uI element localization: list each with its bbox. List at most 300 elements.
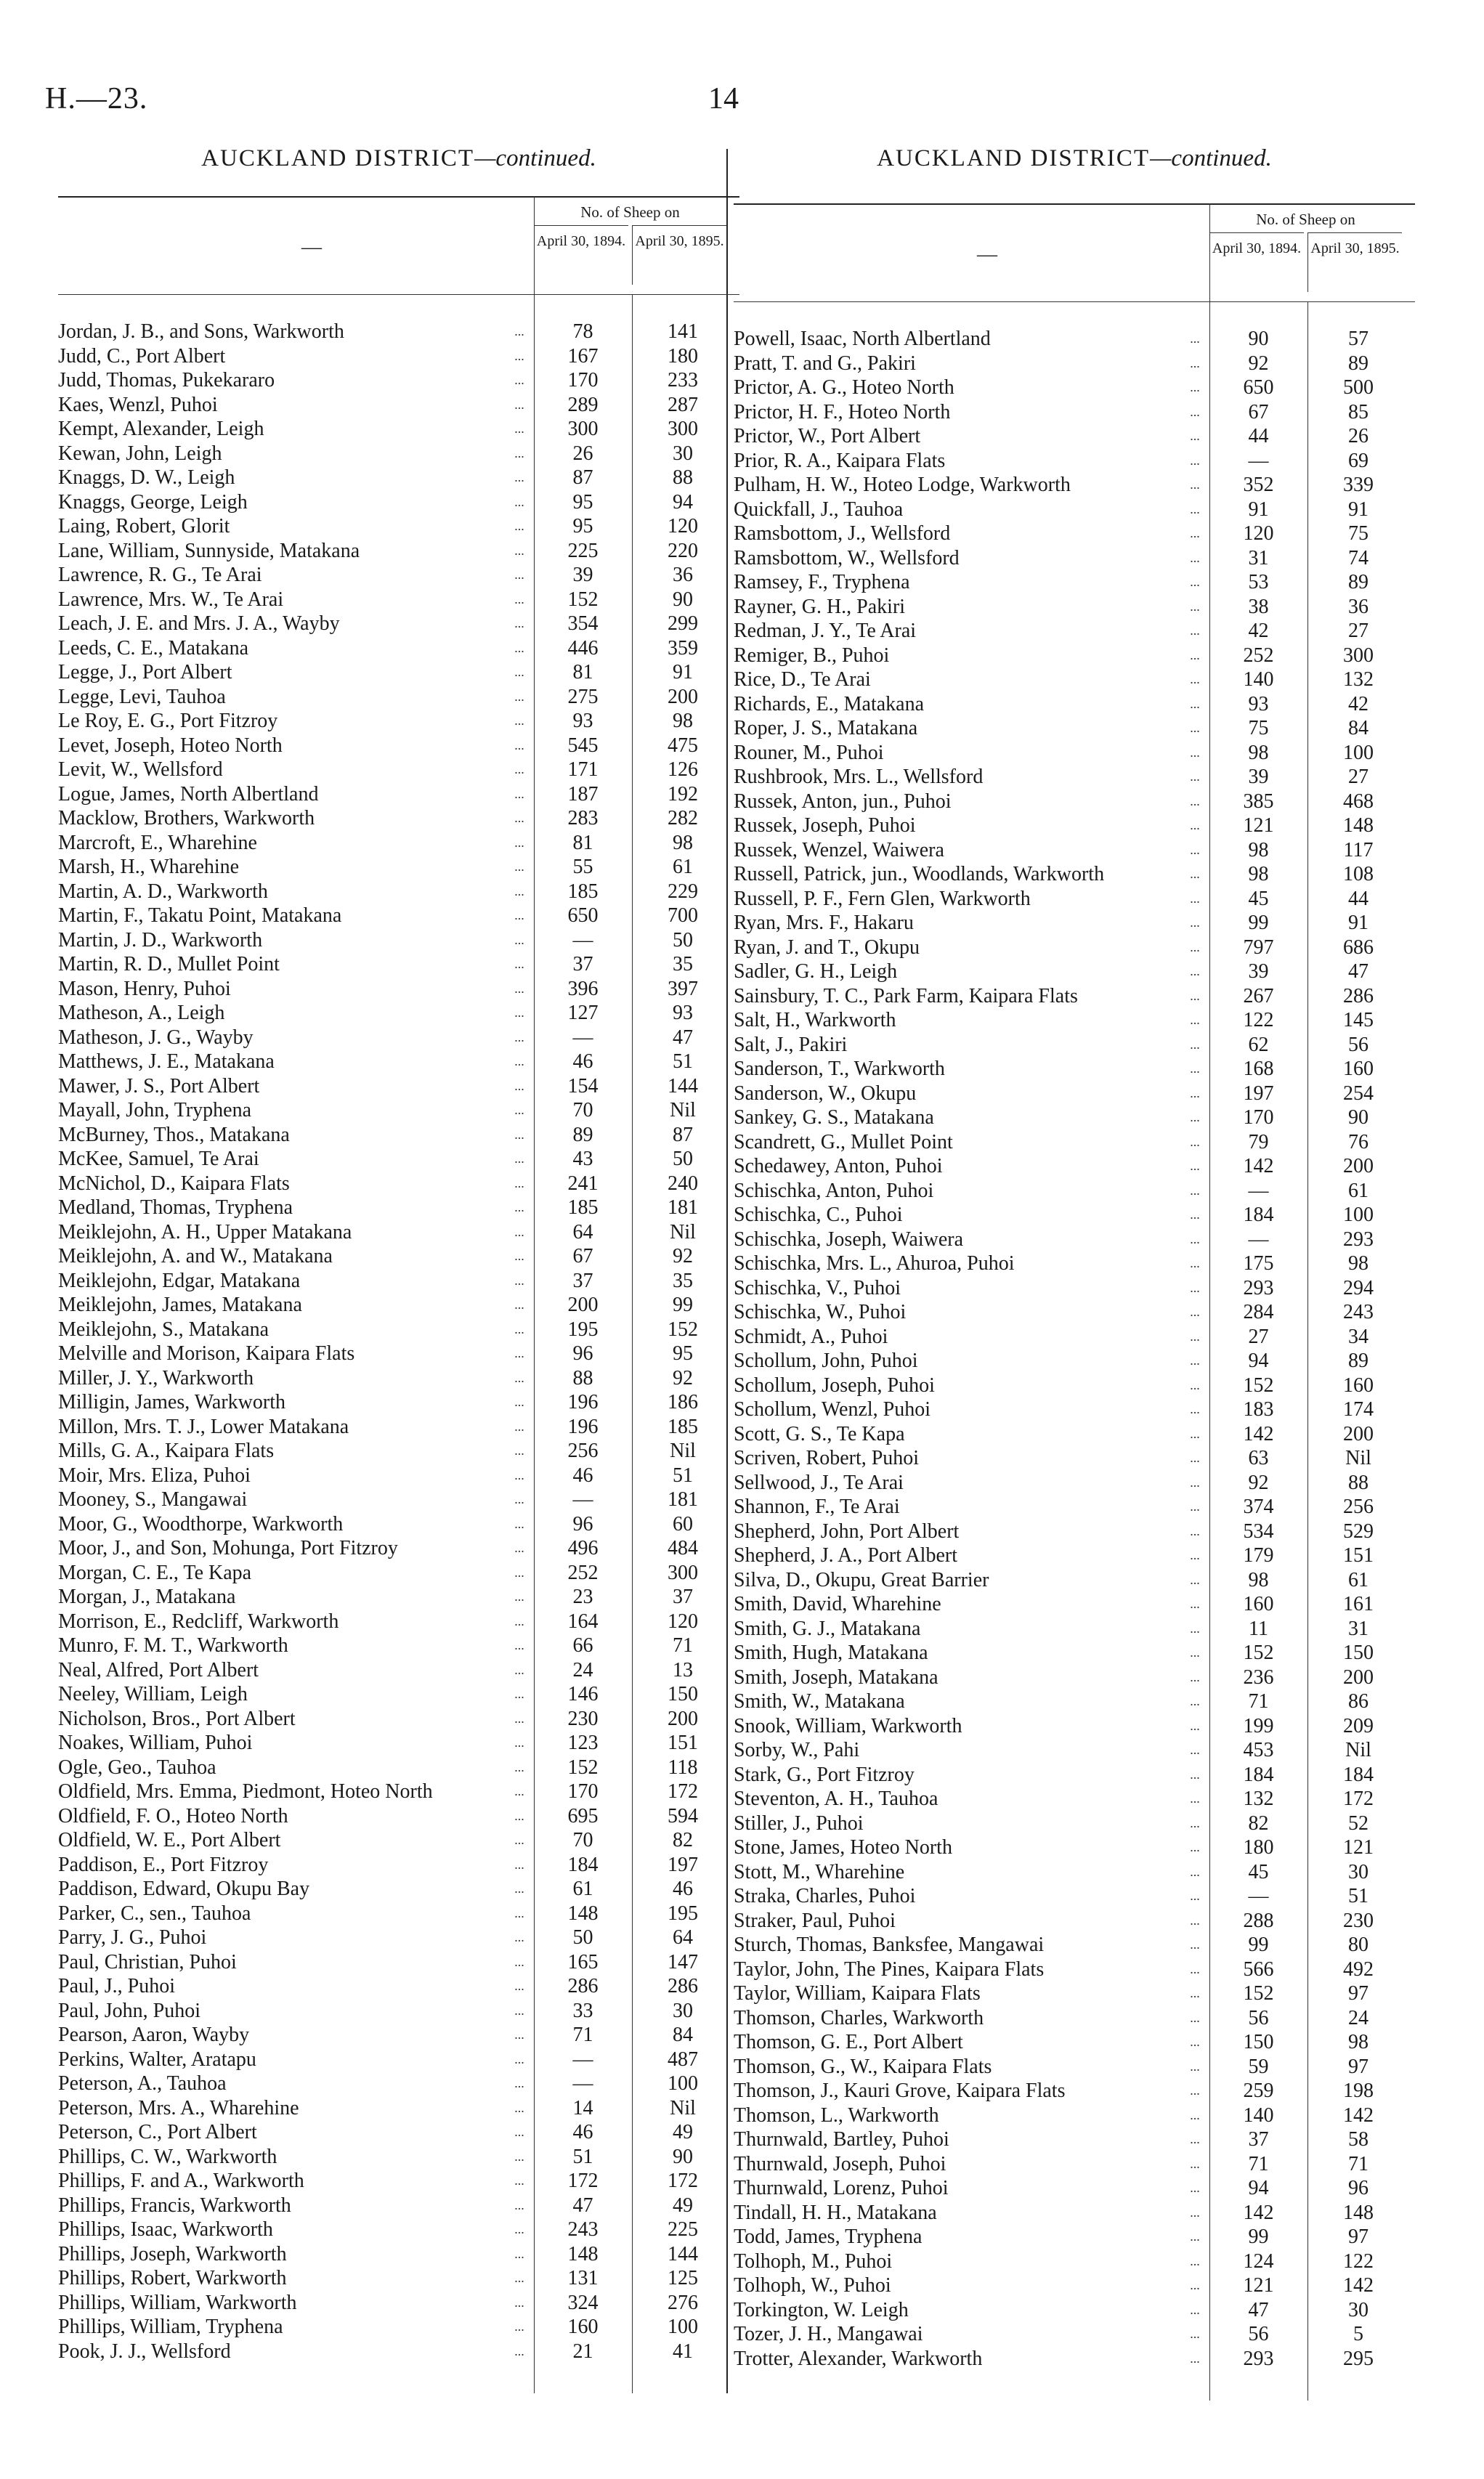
sheep-1895: 57 <box>1348 328 1369 350</box>
sheep-1894: 148 <box>567 2242 599 2265</box>
owner-name: Richards, E., Matakana <box>734 692 925 715</box>
sheep-1895: 300 <box>1343 644 1374 667</box>
sheep-1895: 51 <box>1348 1885 1369 1907</box>
sheep-1894: 21 <box>572 2340 593 2363</box>
table-row <box>58 1244 739 1269</box>
table-row <box>734 1787 1415 1811</box>
leader-dots: ... <box>514 1370 524 1385</box>
sheep-1894: 47 <box>1248 2298 1269 2321</box>
sheep-1895: 64 <box>673 1926 693 1949</box>
sheep-1894: — <box>572 2072 593 2095</box>
sheep-1894: 354 <box>567 612 599 635</box>
table-row <box>734 473 1415 498</box>
table-row <box>734 327 1415 352</box>
sheep-1894: 96 <box>572 1512 593 1535</box>
sheep-1895: 82 <box>673 1829 693 1851</box>
sheep-1895: Nil <box>1345 1739 1371 1761</box>
sheep-1894: 27 <box>1248 1325 1269 1348</box>
sheep-1894: 196 <box>567 1391 599 1413</box>
sheep-1894: 259 <box>1243 2080 1274 2102</box>
sheep-1894: 650 <box>567 904 599 927</box>
sheep-1895: Nil <box>670 2096 696 2119</box>
sheep-1894: 98 <box>1248 838 1269 861</box>
table-row <box>58 1610 739 1634</box>
table-row <box>734 2298 1415 2323</box>
table-row <box>734 1082 1415 1106</box>
leader-dots: ... <box>514 1467 524 1482</box>
table-row <box>734 1495 1415 1520</box>
table-row <box>58 1877 739 1902</box>
owner-name: Oldfield, Mrs. Emma, Piedmont, Hoteo North <box>58 1780 433 1803</box>
sheep-1895: 144 <box>668 2242 698 2265</box>
owner-name: Marsh, H., Wharehine <box>58 856 240 878</box>
table-row <box>58 417 739 442</box>
sheep-1894: 275 <box>567 685 599 708</box>
table-row <box>734 2103 1415 2128</box>
district-heading <box>734 145 1415 172</box>
leader-dots: ... <box>1190 2326 1200 2341</box>
sheep-1895: 468 <box>1343 790 1374 813</box>
owner-name: McKee, Samuel, Te Arai <box>58 1148 259 1170</box>
table-row <box>58 1172 739 1196</box>
owner-name: Prictor, A. G., Hoteo North <box>734 376 954 399</box>
sheep-1895: 150 <box>1343 1642 1374 1664</box>
leader-dots: ... <box>1190 721 1200 735</box>
sheep-1894: 184 <box>567 1853 599 1876</box>
sheep-1895: 84 <box>673 2024 693 2046</box>
table-row <box>734 1520 1415 1544</box>
owner-name: Mills, G. A., Kaipara Flats <box>58 1440 275 1462</box>
owner-name: Mawer, J. S., Port Albert <box>58 1074 260 1098</box>
sheep-1895: 46 <box>673 1878 693 1900</box>
table-row <box>734 1738 1415 1763</box>
leader-dots: ... <box>514 713 524 728</box>
sheep-1894: 123 <box>567 1732 599 1754</box>
owner-name: Russek, Anton, jun., Puhoi <box>734 790 952 813</box>
owner-name: Parry, J. G., Puhoi <box>58 1926 207 1949</box>
owner-name: Melville and Morison, Kaipara Flats <box>58 1342 355 1365</box>
sheep-1894: 79 <box>1248 1130 1269 1153</box>
sheep-1894: 199 <box>1243 1714 1274 1737</box>
leader-dots: ... <box>514 932 524 947</box>
sheep-1895: 148 <box>1343 814 1374 837</box>
owner-name: Stott, M., Wharehine <box>734 1860 905 1883</box>
sheep-1894: 70 <box>572 1829 593 1851</box>
leader-dots: ... <box>1190 964 1200 978</box>
owner-name: Sellwood, J., Te Arai <box>734 1471 904 1494</box>
sheep-1895: 172 <box>668 2170 698 2192</box>
sheep-1894: 124 <box>1243 2249 1274 2273</box>
table-row <box>734 1179 1415 1204</box>
leader-dots: ... <box>514 1175 524 1190</box>
table-row <box>734 570 1415 595</box>
sheep-1894: 180 <box>1243 1836 1274 1859</box>
table-row <box>734 2127 1415 2152</box>
owner-name: Tindall, H. H., Matakana <box>734 2201 937 2224</box>
table-row <box>58 2242 739 2267</box>
sheep-1895: 243 <box>1343 1301 1374 1323</box>
sheep-1894: 93 <box>1248 692 1269 715</box>
sheep-1895: 148 <box>1343 2201 1374 2224</box>
owner-name: Sorby, W., Pahi <box>734 1739 860 1761</box>
sheep-1894: 165 <box>567 1950 599 1973</box>
owner-name: Smith, G. J., Matakana <box>734 1617 921 1640</box>
leader-dots: ... <box>514 2027 524 2042</box>
sheep-1895: 397 <box>668 977 698 1000</box>
sheep-1895: 97 <box>1348 2226 1369 2248</box>
table-row <box>734 1933 1415 1957</box>
owner-name: Paul, Christian, Puhoi <box>58 1950 237 1973</box>
table-row <box>58 2266 739 2291</box>
sheep-1894: 127 <box>567 1002 599 1024</box>
table-row <box>734 2225 1415 2249</box>
sheep-1894: 94 <box>1248 1350 1269 1372</box>
sheep-1895: 200 <box>1343 1665 1374 1689</box>
sheep-1894: 183 <box>1243 1398 1274 1421</box>
owner-name: Marcroft, E., Wharehine <box>58 831 257 854</box>
leader-dots: ... <box>1190 2253 1200 2268</box>
table-row <box>58 1366 739 1391</box>
leader-dots: ... <box>1190 2278 1200 2292</box>
sheep-1895: 91 <box>673 661 693 683</box>
leader-dots: ... <box>1190 1840 1200 1854</box>
header-group-label: No. of Sheep on <box>580 203 680 221</box>
leader-dots: ... <box>1190 1645 1200 1660</box>
sheep-1894: 71 <box>1248 2152 1269 2175</box>
sheep-1895: 299 <box>668 612 698 635</box>
leader-dots: ... <box>1190 1523 1200 1538</box>
owner-name: Oldfield, W. E., Port Albert <box>58 1829 281 1851</box>
sheep-1894: 324 <box>567 2291 599 2314</box>
sheep-1894: 446 <box>567 636 599 660</box>
sheep-1894: 82 <box>1248 1811 1269 1835</box>
sheep-1894: 286 <box>567 1975 599 1997</box>
sheep-1894: 256 <box>567 1440 599 1462</box>
owner-name: Meiklejohn, S., Matakana <box>58 1318 269 1341</box>
leader-dots: ... <box>1190 1499 1200 1514</box>
leader-dots: ... <box>514 1905 524 1920</box>
sheep-1895: 174 <box>1343 1398 1374 1421</box>
sheep-1894: 534 <box>1243 1520 1274 1543</box>
sheep-1895: 200 <box>668 1707 698 1730</box>
leader-dots: ... <box>514 1613 524 1628</box>
owner-name: Mason, Henry, Puhoi <box>58 977 231 1000</box>
sheep-1895: 61 <box>1348 1179 1369 1202</box>
sheep-1894: 99 <box>1248 1934 1269 1956</box>
sheep-1894: 396 <box>567 977 599 1000</box>
table-row <box>734 959 1415 984</box>
sheep-1894: 179 <box>1243 1544 1274 1567</box>
sheep-1895: 151 <box>1343 1544 1374 1567</box>
table-row <box>58 880 739 904</box>
sheep-1894: 146 <box>567 1683 599 1705</box>
sheep-1894: 152 <box>1243 1982 1274 2005</box>
district-title: AUCKLAND DISTRICT <box>877 145 1151 171</box>
table-row <box>58 1220 739 1245</box>
owner-name: Phillips, Joseph, Warkworth <box>58 2242 287 2265</box>
leader-dots: ... <box>514 786 524 801</box>
table-row <box>734 1860 1415 1885</box>
leader-dots: ... <box>1190 1159 1200 1173</box>
leader-dots: ... <box>514 2271 524 2285</box>
owner-name: Stone, James, Hoteo North <box>734 1836 952 1859</box>
sheep-1895: 294 <box>1343 1276 1374 1299</box>
owner-name: Kaes, Wenzl, Puhoi <box>58 393 218 416</box>
owner-name: Ramsey, F., Tryphena <box>734 571 910 593</box>
sheep-1895: 76 <box>1348 1130 1369 1153</box>
leader-dots: ... <box>514 1833 524 1847</box>
owner-name: Scandrett, G., Mullet Point <box>734 1130 953 1153</box>
table-row <box>58 1634 739 1658</box>
owner-name: Taylor, John, The Pines, Kaipara Flats <box>734 1957 1045 1981</box>
table-row <box>58 1512 739 1537</box>
owner-name: Thomson, G. E., Port Albert <box>734 2031 963 2053</box>
sheep-1895: 254 <box>1343 1082 1374 1105</box>
sheep-1894: 797 <box>1243 936 1274 959</box>
header-left-rule <box>1209 203 1210 301</box>
leader-dots: ... <box>514 1541 524 1555</box>
owner-name: Prior, R. A., Kaipara Flats <box>734 449 946 472</box>
owner-name: Moir, Mrs. Eliza, Puhoi <box>58 1464 251 1487</box>
owner-name: Tolhoph, W., Puhoi <box>734 2274 891 2297</box>
table-row <box>734 862 1415 887</box>
sheep-1895: 181 <box>668 1196 698 1219</box>
sheep-1894: 47 <box>572 2194 593 2217</box>
sheep-1895: 145 <box>1343 1009 1374 1031</box>
sheep-1894: 200 <box>567 1294 599 1316</box>
table-row <box>58 928 739 953</box>
leader-dots: ... <box>1190 2156 1200 2171</box>
sheep-1895: 295 <box>1343 2347 1374 2370</box>
sheep-1894: 293 <box>1243 1276 1274 1299</box>
table-row <box>58 2096 739 2121</box>
sheep-1894: 62 <box>1248 1033 1269 1056</box>
leader-dots: ... <box>1190 2204 1200 2220</box>
sheep-1894: 46 <box>572 1464 593 1487</box>
table-row <box>734 1617 1415 1642</box>
table-row <box>58 1974 739 1999</box>
owner-name: Smith, David, Wharehine <box>734 1593 941 1615</box>
leader-dots: ... <box>1190 404 1200 419</box>
leader-dots: ... <box>514 1662 524 1677</box>
owner-name: Matheson, J. G., Wayby <box>58 1026 254 1049</box>
owner-name: Thomson, J., Kauri Grove, Kaipara Flats <box>734 2080 1066 2102</box>
sheep-1894: — <box>1248 449 1269 472</box>
sheep-1894: 45 <box>1248 887 1269 910</box>
table-row <box>734 2322 1415 2347</box>
table-row <box>734 498 1415 522</box>
sheep-1894: 98 <box>1248 1568 1269 1591</box>
owner-name: Macklow, Brothers, Warkworth <box>58 807 315 829</box>
sheep-1894: 132 <box>1243 1788 1274 1810</box>
table-row <box>734 668 1415 692</box>
table-row <box>58 1074 739 1099</box>
sheep-1894: 300 <box>567 418 599 440</box>
leader-dots: ... <box>1190 2302 1200 2317</box>
owner-name: Matthews, J. E., Matakana <box>58 1050 275 1073</box>
leader-dots: ... <box>1190 1864 1200 1879</box>
sheep-1894: 87 <box>572 466 593 489</box>
sheep-1894: 46 <box>572 2121 593 2143</box>
owner-name: Redman, J. Y., Te Arai <box>734 620 917 642</box>
sheep-1894: 352 <box>1243 474 1274 496</box>
leader-dots: ... <box>514 421 524 436</box>
leader-dots: ... <box>514 1127 524 1142</box>
sheep-1895: 147 <box>668 1950 698 1973</box>
sheep-1895: 47 <box>1348 960 1369 983</box>
owner-name: Phillips, C. W., Warkworth <box>58 2145 277 2168</box>
table-body <box>58 320 739 2364</box>
sheep-1894: 236 <box>1243 1665 1274 1689</box>
owner-name: Peterson, C., Port Albert <box>58 2121 257 2143</box>
table-row <box>58 612 739 636</box>
table-row <box>734 790 1415 814</box>
owner-name: Medland, Thomas, Tryphena <box>58 1196 293 1219</box>
sheep-1894: 71 <box>572 2024 593 2046</box>
sheep-1894: 160 <box>567 2316 599 2338</box>
leader-dots: ... <box>514 1784 524 1798</box>
sheep-1895: 41 <box>673 2340 693 2363</box>
sheep-1894: 93 <box>572 710 593 732</box>
leader-dots: ... <box>514 1711 524 1726</box>
sheep-1894: 142 <box>1243 1422 1274 1445</box>
table-row <box>734 1641 1415 1665</box>
table-row <box>734 2152 1415 2177</box>
table-row <box>734 1665 1415 1690</box>
table-row <box>58 2120 739 2145</box>
leader-dots: ... <box>514 1200 524 1214</box>
sheep-1895: 88 <box>673 466 693 489</box>
table-row <box>58 2169 739 2194</box>
owner-name: Silva, D., Okupu, Great Barrier <box>734 1568 989 1591</box>
leader-dots: ... <box>514 1759 524 1774</box>
table-row <box>58 1828 739 1853</box>
leader-dots: ... <box>1190 696 1200 711</box>
sheep-1895: 233 <box>668 369 698 391</box>
leader-dots: ... <box>514 1346 524 1360</box>
owner-name: Kempt, Alexander, Leigh <box>58 418 264 440</box>
leader-dots: ... <box>514 1029 524 1044</box>
table-row <box>58 1536 739 1561</box>
sheep-1895: 121 <box>1343 1836 1374 1859</box>
sheep-1894: 14 <box>572 2096 593 2119</box>
owner-name: Russek, Joseph, Puhoi <box>734 814 916 837</box>
leader-dots: ... <box>1190 672 1200 686</box>
sheep-1895: 87 <box>673 1123 693 1146</box>
table-row <box>58 734 739 758</box>
sheep-1895: 71 <box>1348 2152 1369 2175</box>
table-row <box>58 1756 739 1780</box>
sheep-1894: 184 <box>1243 1763 1274 1786</box>
table-row <box>58 685 739 710</box>
owner-name: Paul, J., Puhoi <box>58 1975 176 1997</box>
sheep-1895: 180 <box>668 344 698 368</box>
table-row <box>58 1731 739 1756</box>
table-row <box>58 1950 739 1975</box>
leader-dots: ... <box>1190 429 1200 443</box>
sheep-1895: 13 <box>673 1658 693 1681</box>
leader-dots: ... <box>1190 355 1200 370</box>
leader-dots: ... <box>514 1054 524 1068</box>
sheep-1895: 97 <box>1348 1982 1369 2005</box>
table-row <box>734 2249 1415 2274</box>
sheep-1895: 198 <box>1343 2080 1374 2102</box>
owner-name: Sanderson, W., Okupu <box>734 1082 917 1105</box>
leader-dots: ... <box>1190 1815 1200 1830</box>
owner-name: Taylor, William, Kaipara Flats <box>734 1982 981 2005</box>
sheep-1895: 30 <box>1348 2298 1369 2321</box>
leader-dots: ... <box>514 567 524 582</box>
sheep-1894: 185 <box>567 1196 599 1219</box>
table-row <box>734 1592 1415 1617</box>
sheep-1895: 286 <box>668 1975 698 1997</box>
leader-dots: ... <box>1190 1013 1200 1027</box>
sheep-1895: 93 <box>673 1002 693 1024</box>
sheep-1894: 170 <box>567 369 599 391</box>
table-row <box>734 1325 1415 1350</box>
sheep-1895: 100 <box>1343 741 1374 764</box>
leader-dots: ... <box>514 1395 524 1409</box>
table-row <box>58 1342 739 1366</box>
sheep-1895: 61 <box>673 856 693 878</box>
sheep-1894: 71 <box>1248 1690 1269 1713</box>
right-column <box>734 145 1415 2433</box>
leader-dots: ... <box>1190 1766 1200 1782</box>
owner-name: Prictor, H. F., Hoteo North <box>734 400 951 423</box>
table-row <box>58 344 739 369</box>
sheep-1895: 35 <box>673 1269 693 1292</box>
sheep-1895: 286 <box>1343 984 1374 1007</box>
owner-name: Phillips, Robert, Warkworth <box>58 2267 287 2289</box>
sheep-1895: 132 <box>1343 668 1374 691</box>
owner-name: Matheson, A., Leigh <box>58 1002 225 1024</box>
leader-dots: ... <box>1190 477 1200 492</box>
sheep-1895: 339 <box>1343 474 1374 496</box>
sheep-1894: 98 <box>1248 741 1269 764</box>
leader-dots: ... <box>514 2222 524 2236</box>
sheep-1895: 97 <box>1348 2055 1369 2078</box>
owner-name: Phillips, Francis, Warkworth <box>58 2194 291 2217</box>
owner-name: Ogle, Geo., Tauhoa <box>58 1756 216 1779</box>
sheep-1895: 144 <box>668 1074 698 1098</box>
sheep-1894: 59 <box>1248 2055 1269 2078</box>
leader-dots: ... <box>514 616 524 630</box>
sheep-1895: 71 <box>673 1634 693 1657</box>
left-column <box>58 145 739 2433</box>
table-row <box>734 887 1415 912</box>
table-row <box>58 1269 739 1294</box>
leader-dots: ... <box>514 324 524 338</box>
table-row <box>58 1196 739 1220</box>
sheep-1894: 152 <box>567 1756 599 1779</box>
sheep-1895: 52 <box>1348 1811 1369 1835</box>
header-bottom-rule <box>58 294 739 295</box>
table-row <box>58 2218 739 2242</box>
header-col-1895: April 30, 1895. <box>632 225 726 285</box>
sheep-1894: 11 <box>1249 1617 1268 1640</box>
table-row <box>734 1349 1415 1374</box>
sheep-1894: 44 <box>1248 425 1269 447</box>
owner-name: Salt, J., Pakiri <box>734 1033 848 1056</box>
owner-name: Levet, Joseph, Hoteo North <box>58 734 283 757</box>
leader-dots: ... <box>1190 453 1200 468</box>
leader-dots: ... <box>1190 1402 1200 1416</box>
table-row <box>734 1203 1415 1228</box>
table-row <box>58 1293 739 1318</box>
table-row <box>734 692 1415 717</box>
sheep-1895: 27 <box>1348 766 1369 788</box>
owner-name: Miller, J. Y., Warkworth <box>58 1366 254 1389</box>
